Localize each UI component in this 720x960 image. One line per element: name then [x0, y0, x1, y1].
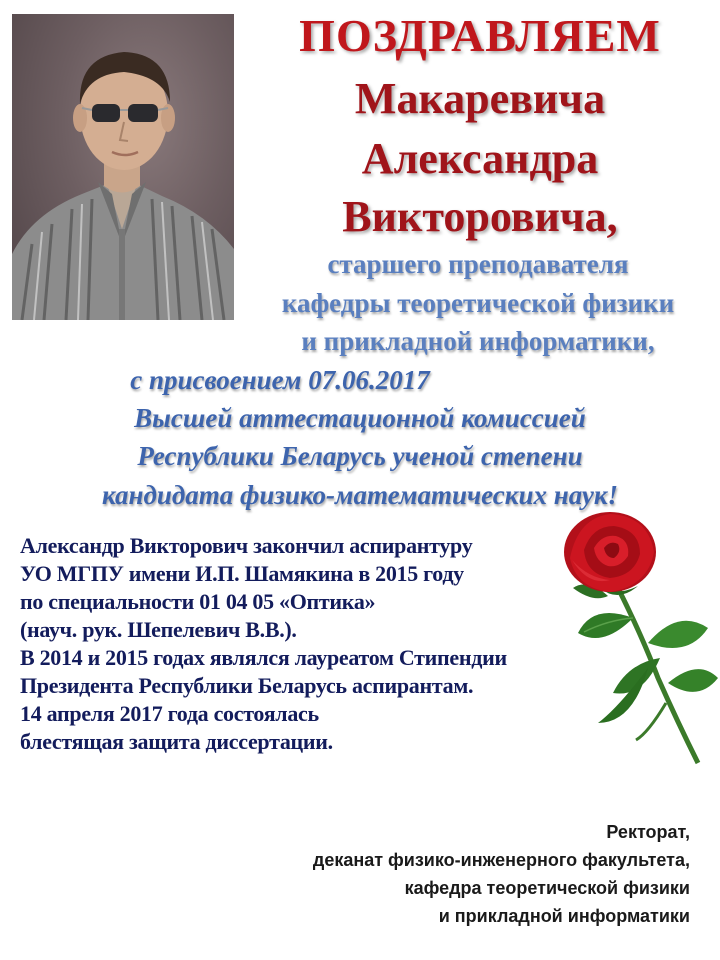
- bio-line: В 2014 и 2015 годах являлся лауреатом Стипендии: [20, 645, 507, 670]
- biography-text: [20, 532, 580, 756]
- signature-line: и прикладной информатики: [438, 906, 690, 926]
- name-line-surname: Макаревича: [354, 74, 606, 123]
- name-line-patronymic: Викторовича,: [342, 192, 618, 241]
- bio-line: по специальности 01 04 05 «Оптика»: [20, 589, 376, 614]
- portrait-photo: [12, 14, 234, 320]
- bio-line: УО МГПУ имени И.П. Шамякина в 2015 году: [20, 561, 464, 586]
- position-line: кафедры теоретической физики: [281, 288, 675, 318]
- signature-line: Ректорат,: [606, 822, 690, 842]
- bio-line: Александр Викторович закончил аспирантуру: [20, 533, 473, 558]
- page-title: ПОЗДРАВЛЯЕМ: [299, 10, 661, 61]
- award-line: Республики Беларусь ученой степени: [137, 441, 583, 471]
- signature-line: кафедра теоретической физики: [404, 878, 690, 898]
- award-line: кандидата физико-математических наук!: [101, 480, 619, 510]
- name-line-firstname: Александра: [361, 134, 599, 183]
- position-line: и прикладной информатики,: [301, 326, 655, 356]
- signature-block: [170, 818, 690, 930]
- bio-line: блестящая защита диссертации.: [20, 729, 333, 754]
- award-line: Высшей аттестационной комиссией: [134, 403, 586, 433]
- signature-line: деканат физико-инженерного факультета,: [312, 850, 690, 870]
- bio-line: (науч. рук. Шепелевич В.В.).: [20, 617, 297, 642]
- bio-line: 14 апреля 2017 года состоялась: [20, 701, 319, 726]
- rose-icon: [548, 508, 720, 770]
- bio-line: Президента Республики Беларусь аспирантам.: [20, 673, 474, 698]
- award-line-date: с присвоением 07.06.2017: [130, 365, 430, 395]
- position-line: старшего преподавателя: [327, 249, 629, 279]
